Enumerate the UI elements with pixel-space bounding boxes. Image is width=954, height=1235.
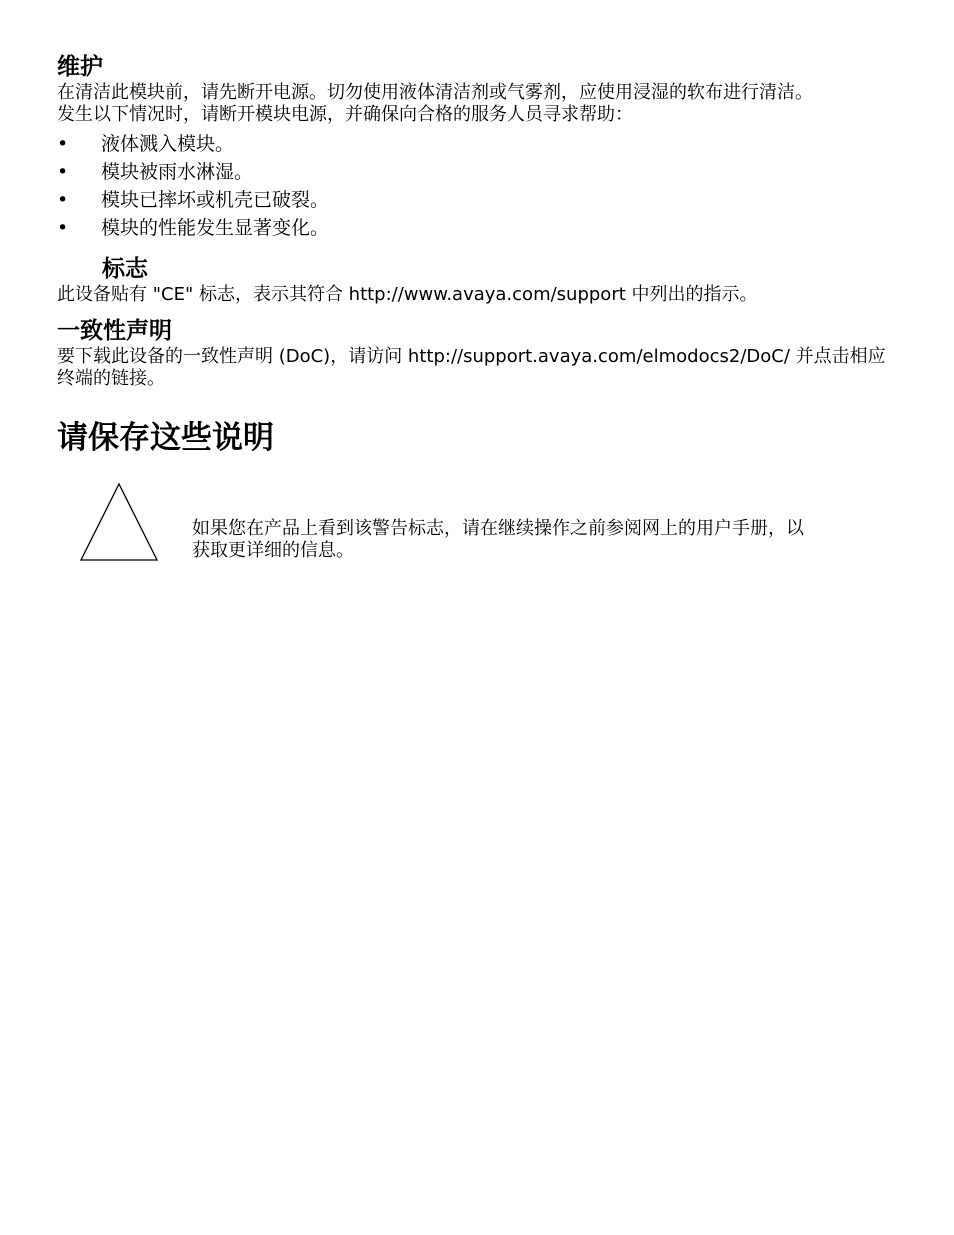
list-item-text: 模块被雨水淋湿。 — [101, 161, 254, 183]
marking-heading: 标志 — [102, 256, 148, 282]
list-item-text: 模块的性能发生显著变化。 — [101, 217, 330, 239]
warning-notice — [57, 482, 902, 572]
list-item — [57, 186, 902, 214]
list-item — [57, 214, 902, 242]
bullet-icon: • — [57, 133, 69, 155]
warning-triangle-icon — [79, 482, 159, 566]
maintenance-heading: 维护 — [57, 54, 103, 80]
bullet-icon: • — [57, 217, 69, 239]
document-page — [57, 52, 902, 572]
list-item — [57, 130, 902, 158]
conformity-heading: 一致性声明 — [57, 318, 172, 344]
marking-paragraph: 此设备贴有 "CE" 标志，表示其符合 http://www.avaya.com/support 中列出的指示。 — [57, 284, 758, 305]
bullet-icon: • — [57, 189, 69, 211]
warning-text: 如果您在产品上看到该警告标志，请在继续操作之前参阅网上的用户手册，以获取更详细的信息。 — [192, 518, 804, 561]
save-instructions-heading: 请保存这些说明 — [57, 420, 274, 456]
maintenance-paragraph-1: 在清洁此模块前，请先断开电源。切勿使用液体清洁剂或气雾剂，应使用浸湿的软布进行清洁。 — [57, 82, 813, 103]
conformity-paragraph: 要下载此设备的一致性声明 (DoC)，请访问 http://support.avaya.com/elmodocs2/DoC/ 并点击相应终端的链接。 — [57, 346, 886, 389]
maintenance-paragraph-2: 发生以下情况时，请断开模块电源，并确保向合格的服务人员寻求帮助： — [57, 104, 633, 125]
list-item — [57, 158, 902, 186]
list-item-text: 液体溅入模块。 — [101, 133, 235, 155]
bullet-icon: • — [57, 161, 69, 183]
maintenance-bullet-list — [57, 130, 902, 242]
list-item-text: 模块已摔坏或机壳已破裂。 — [101, 189, 330, 211]
